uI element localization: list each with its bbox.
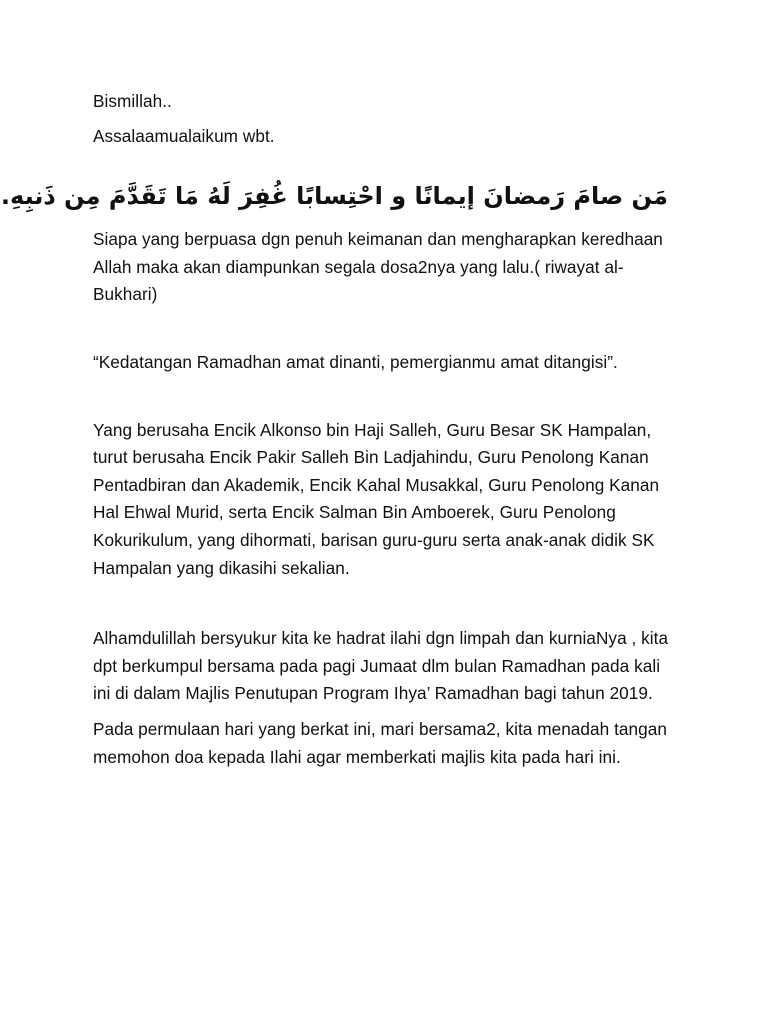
greeting-bismillah: Bismillah.. — [93, 91, 172, 111]
address-paragraph: Yang berusaha Encik Alkonso bin Haji Salleh, Guru Besar SK Hampalan, turut berusaha Encik Pakir Salleh Bin Ladjahindu, Guru Penolong Kanan Pentadbiran dan Akademik, Encik Kahal Musakkal, Guru Penolong Kanan Hal Ehwal Murid, serta Encik Salman Bin Amboerek, Guru Penolong Kokurikulum, yang dihormati, barisan guru-guru serta anak-anak didik SK Hampalan yang dikasihi sekalian. — [93, 419, 660, 578]
ramadhan-quote: “Kedatangan Ramadhan amat dinanti, pemergianmu amat ditangisi”. — [93, 351, 618, 372]
hadith-translation: Siapa yang berpuasa dgn penuh keimanan dan mengharapkan keredhaan Allah maka akan diampunkan segala dosa2nya yang lalu.( riwayat al-Bukhari) — [93, 229, 663, 305]
prayer-paragraph: Pada permulaan hari yang berkat ini, mari bersama2, kita menadah tangan memohon doa kepada Ilahi agar memberkati majlis kita pada hari ini. — [93, 718, 667, 767]
greeting-salam: Assalaamualaikum wbt. — [93, 125, 275, 146]
hadith-arabic: مَن صامَ رَمضانَ إيمانًا و احْتِسابًا غُفِرَ لَهُ مَا تَقَدَّمَ مِن ذَنبِهِ. — [0, 182, 668, 211]
gratitude-paragraph: Alhamdulillah bersyukur kita ke hadrat ilahi dgn limpah dan kurniaNya , kita dpt berkumpul bersama pada pagi Jumaat dlm bulan Ramadhan pada kali ini di dalam Majlis Penutupan Program Ihya’ Ramadhan bagi tahun 2019. — [93, 628, 669, 704]
